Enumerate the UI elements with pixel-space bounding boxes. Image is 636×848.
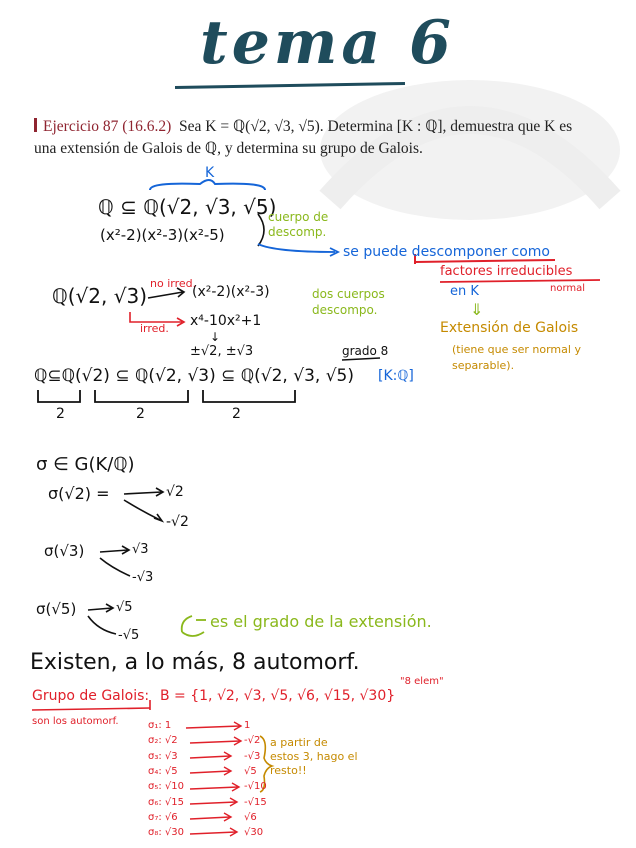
sigma-sqrt3: σ(√3) [44,542,85,560]
in-k-note: en K [450,284,479,299]
degree-8-note: grado 8 [342,344,389,358]
extension-degree: [K:ℚ] [378,368,414,384]
polynomial-3: x⁴-10x²+1 [190,313,262,329]
sigma-sqrt5: σ(√5) [36,600,77,618]
irreducible-note: irred. [140,322,169,335]
automorphism-image: 1 [244,720,251,731]
image-sqrt3: √3 [132,542,149,557]
automorphism-name: σ₅: √10 [148,781,184,793]
automorphism-name: σ₂: √2 [148,735,178,747]
polynomial-2: (x²-2)(x²-3) [192,284,270,300]
down-arrow: ↓ [210,330,221,344]
k-label: K [205,165,215,181]
automorphism-image: -√15 [244,796,267,808]
automorphism-name: σ₃: √3 [148,750,178,762]
automorphism-image: -√2 [244,735,261,747]
automorphism-name: σ₇: √6 [148,811,178,823]
galois-extension-detail: (tiene que ser normal y separable). [452,343,581,372]
page-title: tema 6 [200,8,455,78]
image-neg-sqrt2: -√2 [166,514,189,530]
image-sqrt2: √2 [166,484,184,500]
eight-elements-note: "8 elem" [400,676,444,687]
galois-group-label: Grupo de Galois: [32,688,150,704]
implies-arrow: ⇓ [470,300,484,319]
automorphism-image: √6 [244,811,257,823]
exercise-label: Ejercicio 87 (16.6.2) [43,118,172,135]
automorphism-image: -√10 [244,781,267,793]
normal-note: normal [550,283,586,294]
image-neg-sqrt5: -√5 [118,628,140,643]
automorphism-image: √30 [244,827,264,839]
image-sqrt5: √5 [116,600,133,615]
automorphism-name: σ₈: √30 [148,827,184,839]
degree-2-b: 2 [136,406,145,422]
field-tower-2: ℚ(√2, √3) [52,284,147,308]
automorphism-name: σ₁: 1 [148,720,172,731]
splitting-field-note: cuerpo de descomp. [268,210,329,239]
degree-explanation: es el grado de la extensión. [210,612,432,631]
decomposition-note: se puede descomponer como [343,244,550,260]
field-tower-3: ℚ⊆ℚ(√2) ⊆ ℚ(√2, √3) ⊆ ℚ(√2, √3, √5) [34,366,354,386]
degree-2-a: 2 [56,406,65,422]
roots-note: ±√2, ±√3 [190,344,254,359]
automorphisms-note: son los automorf. [32,716,119,727]
irreducible-factors-note: factores irreducibles [440,264,573,279]
two-fields-note: dos cuerpos descompo. [312,287,385,317]
degree-2-c: 2 [232,406,241,422]
exercise-text: Sea K = ℚ(√2, √3, √5). Determina [K : ℚ], demuestra que K es una extensión de Galois de ℚ, y determina su grupo de Galois. [34,118,573,157]
from-these-three-note: a partir de estos 3, hago el resto!! [270,736,358,777]
basis-set: B = {1, √2, √3, √5, √6, √15, √30} [160,688,396,704]
automorphism-name: σ₆: √15 [148,796,184,808]
field-tower-1: ℚ ⊆ ℚ(√2, √3, √5) [98,195,277,219]
sigma-membership: σ ∈ G(K/ℚ) [36,454,135,475]
automorphism-count: Existen, a lo más, 8 automorf. [30,650,360,675]
galois-extension-note: Extensión de Galois [440,320,579,336]
automorphism-name: σ₄: √5 [148,765,178,777]
not-irreducible-note: no irred. [150,277,197,290]
automorphism-image: √5 [244,765,257,777]
polynomial-product: (x²-2)(x²-3)(x²-5) [100,226,225,244]
image-neg-sqrt3: -√3 [132,570,154,585]
sigma-sqrt2: σ(√2) = [48,484,110,503]
automorphism-image: -√3 [244,750,261,762]
